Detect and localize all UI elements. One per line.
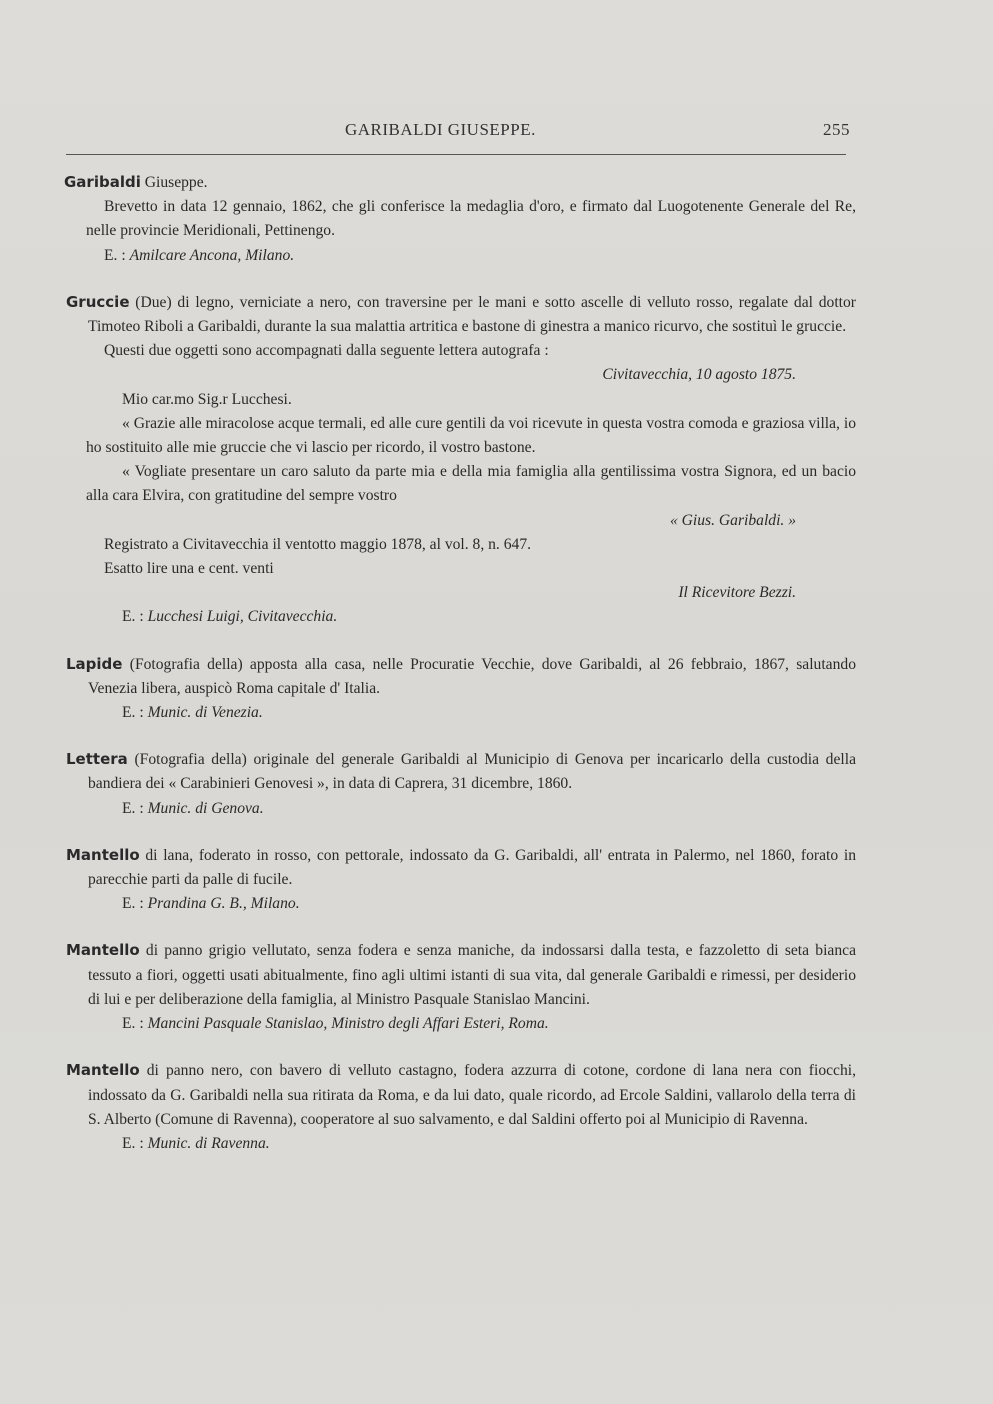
- entry-exhibitor: E. : Mancini Pasquale Stanislao, Ministro degli Affari Esteri, Roma.: [122, 1015, 549, 1033]
- entry-mantello-nero: [66, 1058, 856, 1156]
- page-number: 255: [823, 120, 850, 139]
- entry-lapide: [66, 652, 856, 726]
- entry-heading: [66, 938, 856, 1012]
- letter-intro: Questi due oggetti sono accompagnati dalla seguente lettera autografa :: [104, 342, 549, 360]
- entry-heading: [66, 1058, 856, 1132]
- collector-signature: Il Ricevitore Bezzi.: [678, 584, 796, 602]
- entry-lead: di lana, foderato in rosso, con pettorale, indossato da G. Garibaldi, all' entrata in Palermo, nel 1860, forato in parecchie parti da palle di fucile.: [88, 846, 856, 889]
- entry-lead: (Fotografia della) apposta alla casa, nelle Procuratie Vecchie, dove Garibaldi, al 26 febbraio, 1867, salutando Venezia libera, auspicò Roma capitale d' Italia.: [88, 655, 856, 697]
- entry-exhibitor: E. : Amilcare Ancona, Milano.: [104, 246, 295, 264]
- entry-exhibitor: E. : Munic. di Ravenna.: [122, 1134, 270, 1152]
- entry-mantello-grigio: [66, 938, 856, 1036]
- entry-keyword: Mantello: [66, 941, 140, 960]
- letter-paragraph: « Grazie alle miracolose acque termali, ed alle cure gentili da voi ricevute in questa vostra comoda e graziosa villa, io ho sostituito alle mie gruccie che vi lascio per ricordo, il vostro bastone.: [86, 414, 856, 457]
- header-title: GARIBALDI GIUSEPPE.: [345, 120, 536, 139]
- entry-heading: [66, 843, 856, 892]
- entry-exhibitor: E. : Prandina G. B., Milano.: [122, 895, 300, 913]
- registration-note: Registrato a Civitavecchia il ventotto maggio 1878, al vol. 8, n. 647.: [104, 535, 532, 553]
- entry-lettera: [66, 747, 856, 821]
- entry-garibaldi: [66, 170, 856, 268]
- fee-note: Esatto lire una e cent. venti: [104, 560, 274, 578]
- letter-place-date: Civitavecchia, 10 agosto 1875.: [602, 366, 796, 384]
- letter-signature: « Gius. Garibaldi. »: [669, 511, 796, 529]
- letter-paragraph: « Vogliate presentare un caro saluto da parte mia e della mia famiglia alla gentilissima vostra Signora, ed un bacio alla cara Elvira, con gratitudine del sempre vostro: [86, 463, 856, 505]
- entry-lead: (Fotografia della) originale del generale Garibaldi al Municipio di Genova per incaricarlo della custodia della bandiera dei « Carabinieri Genovesi », in data di Caprera, 31 dicembre, 1860.: [88, 751, 856, 793]
- running-header: [60, 120, 850, 148]
- entry-mantello-lana: [66, 843, 856, 917]
- entry-heading: [66, 290, 856, 339]
- entry-lead: di panno nero, con bavero di velluto castagno, fodera azzurra di cotone, cordone di lana nera con fiocchi, indossato da G. Garibaldi nella sua ritirata da Roma, e da lui dato, quale ricordo, ad Ercole Saldini, vallarolo della terra di S. Alberto (Comune di Ravenna), cooperatore al suo salvamento, e dal Saldini offerto poi al Municipio di Ravenna.: [88, 1062, 856, 1128]
- letter-salutation: Mio car.mo Sig.r Lucchesi.: [122, 390, 292, 408]
- entry-heading: [64, 170, 856, 195]
- entry-gruccie: [66, 290, 856, 630]
- entry-heading: [66, 747, 856, 796]
- entry-keyword: Mantello: [66, 845, 140, 864]
- entry-lead: di panno grigio vellutato, senza fodera e senza maniche, da indossarsi dalla testa, e fazzoletto di seta bianca tessuto a fiori, oggetti usati abitualmente, fino agli ultimi istanti di sua vita, dal generale Garibaldi e rimessi, per desiderio di lui e per deliberazione della famiglia, al Ministro Pasquale Stanislao Mancini.: [88, 942, 856, 1008]
- entry-body: Brevetto in data 12 gennaio, 1862, che gli conferisce la medaglia d'oro, e firmato dal Luogotenente Generale del Re, nelle provincie Meridionali, Pettinengo.: [86, 198, 856, 240]
- entry-keyword: Lettera: [66, 750, 128, 769]
- header-rule: [66, 154, 846, 155]
- entry-keyword: Gruccie: [66, 292, 130, 311]
- entry-lead: Giuseppe.: [140, 174, 208, 191]
- entry-exhibitor: E. : Munic. di Genova.: [122, 799, 264, 817]
- entry-keyword: Mantello: [66, 1061, 140, 1080]
- entry-keyword: Lapide: [66, 654, 123, 673]
- catalog-entries: [66, 170, 856, 1178]
- entry-keyword: Garibaldi: [64, 173, 141, 191]
- entry-heading: [66, 652, 856, 701]
- entry-lead: (Due) di legno, verniciate a nero, con traversine per le mani e sotto ascelle di velluto rosso, regalate dal dottor Timoteo Riboli a Garibaldi, durante la sua malattia artritica e bastone di ginestra a manico ricurvo, che sostituì le gruccie.: [88, 293, 856, 336]
- entry-exhibitor: E. : Munic. di Venezia.: [122, 704, 263, 722]
- entry-exhibitor: E. : Lucchesi Luigi, Civitavecchia.: [122, 608, 338, 626]
